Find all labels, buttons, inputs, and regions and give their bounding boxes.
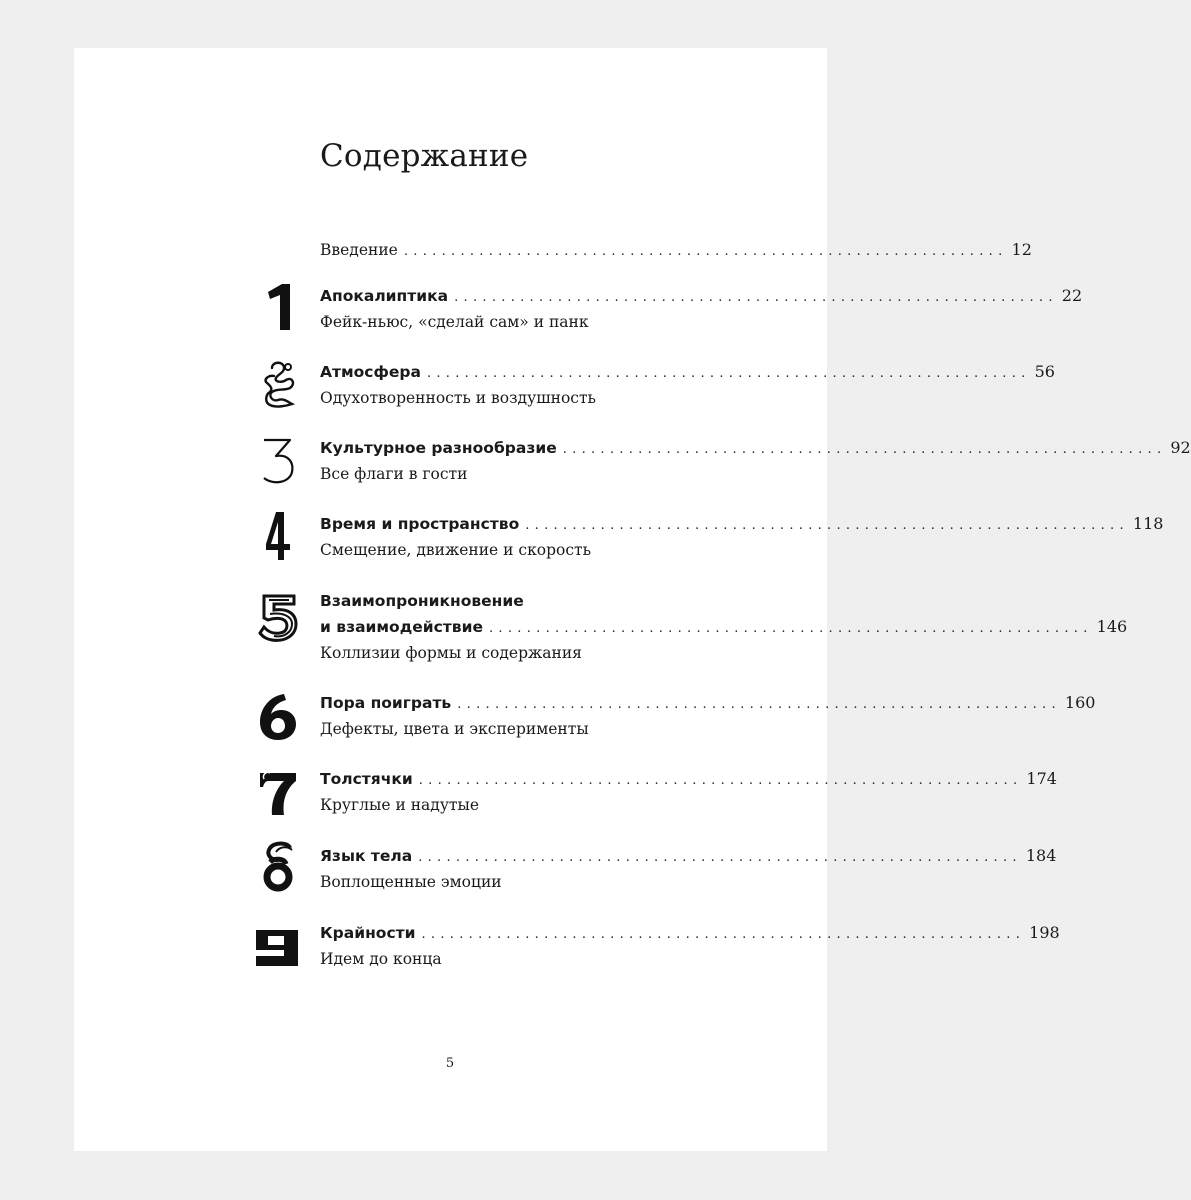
toc-entry-subtitle: Идем до конца (320, 950, 442, 968)
toc-entry-subtitle: Фейк-ньюс, «сделай сам» и панк (320, 313, 589, 331)
toc-entry-title-line-1: Взаимопроникновение (320, 592, 524, 610)
toc-entry-chapter-7[interactable] (320, 766, 1057, 818)
toc-page-number: 174 (1026, 769, 1057, 788)
dot-leader: ................................................................ (457, 697, 1061, 712)
dot-leader: ................................................................ (562, 442, 1167, 457)
toc-entry-subtitle: Одухотворенность и воздушность (320, 389, 596, 407)
toc-entry-chapter-1[interactable] (320, 283, 1083, 335)
toc-entry-chapter-5[interactable] (320, 588, 1128, 666)
toc-entry-title: Культурное разнообразие (320, 439, 557, 457)
toc-entry-subtitle: Воплощенные эмоции (320, 873, 502, 891)
chapter-6-numeral-icon (254, 690, 302, 742)
dot-leader: ................................................................ (418, 850, 1022, 865)
toc-page-number: 22 (1061, 286, 1083, 305)
page-number-folio: 5 (445, 1056, 455, 1071)
toc-page-number: 184 (1025, 846, 1057, 865)
dot-leader: ................................................................ (403, 244, 1008, 259)
chapter-3-numeral-icon (254, 434, 302, 486)
toc-entry-chapter-3[interactable] (320, 435, 1191, 487)
dot-leader: ................................................................ (426, 366, 1031, 381)
toc-page-number: 56 (1034, 362, 1055, 381)
dot-leader: ................................................................ (488, 621, 1093, 636)
chapter-4-numeral-icon (254, 510, 302, 562)
page-title: Содержание (320, 138, 529, 174)
chapter-8-numeral-icon (254, 842, 302, 894)
toc-entry-chapter-8[interactable] (320, 843, 1057, 895)
toc-page-number: 12 (1011, 240, 1032, 259)
toc-entry-subtitle: Коллизии формы и содержания (320, 644, 582, 662)
toc-entry-subtitle: Круглые и надутые (320, 796, 480, 814)
toc-entry-chapter-4[interactable] (320, 511, 1164, 563)
chapter-7-numeral-icon (254, 767, 302, 819)
toc-entry-title: Пора поиграть (320, 694, 452, 712)
dot-leader: ................................................................ (421, 927, 1026, 942)
toc-page-number: 92 (1170, 438, 1191, 457)
toc-entry-chapter-9[interactable] (320, 920, 1060, 972)
dot-leader: ................................................................ (525, 518, 1129, 533)
chapter-1-numeral-icon (254, 282, 302, 334)
toc-entry-title: Апокалиптика (320, 287, 449, 305)
toc-entry-title: Введение (320, 241, 398, 259)
toc-entry-chapter-2[interactable] (320, 359, 1055, 411)
toc-page-number: 146 (1096, 617, 1128, 636)
toc-entry-title: Время и пространство (320, 515, 520, 533)
toc-entry-title: Язык тела (320, 847, 413, 865)
toc-entry-title: Толстячки (320, 770, 413, 788)
toc-entry-title-line-2: и взаимодействие (320, 618, 483, 636)
toc-page-number: 160 (1064, 693, 1096, 712)
toc-entry-title: Крайности (320, 924, 416, 942)
dot-leader: ................................................................ (454, 290, 1058, 305)
chapter-9-numeral-icon (254, 922, 302, 974)
chapter-2-numeral-icon (254, 358, 302, 410)
toc-page-number: 118 (1132, 514, 1164, 533)
chapter-5-numeral-icon (254, 592, 302, 644)
dot-leader: ................................................................ (418, 773, 1023, 788)
toc-entry-subtitle: Смещение, движение и скорость (320, 541, 592, 559)
toc-entry-intro[interactable] (320, 237, 1032, 263)
toc-entry-chapter-6[interactable] (320, 690, 1096, 742)
toc-page-number: 198 (1029, 923, 1060, 942)
toc-entry-subtitle: Дефекты, цвета и эксперименты (320, 720, 589, 738)
toc-entry-title: Атмосфера (320, 363, 421, 381)
toc-entry-subtitle: Все флаги в гости (320, 465, 468, 483)
